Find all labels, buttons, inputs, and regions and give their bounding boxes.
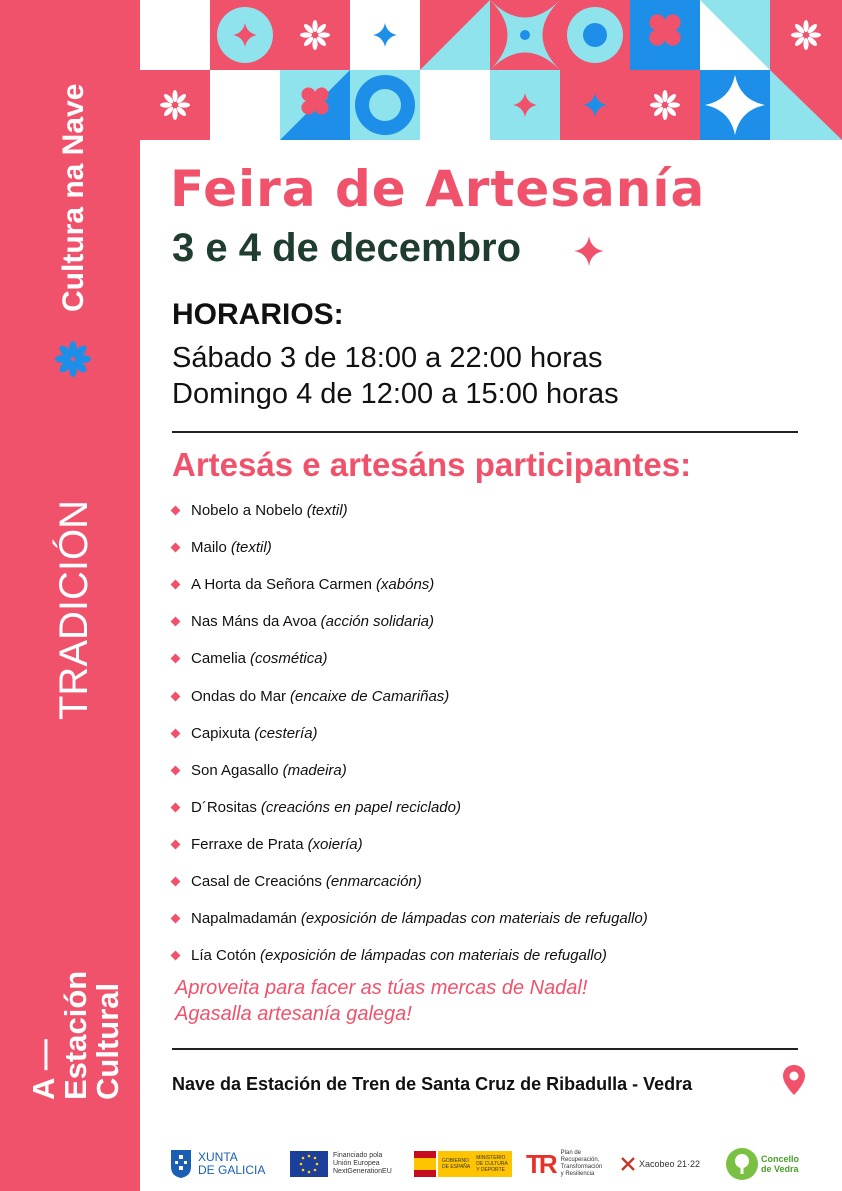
- asterisk-icon: [54, 340, 92, 378]
- participant-item: [172, 492, 648, 529]
- bullet-diamond-icon: [171, 728, 181, 738]
- eu-line-2: Unión Europea: [333, 1160, 380, 1167]
- participant-item: [172, 937, 648, 974]
- participant-category: (textil): [306, 502, 348, 520]
- participant-name: Casal de Creacións: [191, 872, 322, 890]
- concello-logo: [725, 1146, 799, 1182]
- bullet-diamond-icon: [171, 951, 181, 961]
- participant-name: Napalmadamán: [191, 910, 297, 928]
- schedule-line: Sábado 3 de 18:00 a 22:00 horas: [172, 342, 603, 374]
- participants-heading: Artesás e artesáns participantes:: [172, 446, 692, 483]
- participant-category: (encaixe de Camariñas): [290, 687, 450, 705]
- participant-item: [172, 900, 648, 937]
- participant-name: Nobelo a Nobelo: [191, 502, 303, 520]
- schedule-line: Domingo 4 de 12:00 a 15:00 horas: [172, 378, 619, 410]
- eu-line-1: Financiado pola: [333, 1152, 383, 1159]
- bullet-diamond-icon: [171, 914, 181, 924]
- participant-item: [172, 566, 648, 603]
- closing-line: Agasalla artesanía galega!: [175, 1003, 412, 1025]
- participants-list: [172, 492, 648, 974]
- bullet-diamond-icon: [171, 654, 181, 664]
- venue-address: Nave da Estación de Tren de Santa Cruz de Ribadulla - Vedra: [172, 1074, 693, 1094]
- participant-item: [172, 715, 648, 752]
- prtr-line-1: Plan de: [560, 1150, 582, 1156]
- participant-name: Mailo: [191, 539, 227, 557]
- prtr-line-2: Recuperación,: [560, 1157, 600, 1163]
- bullet-diamond-icon: [171, 802, 181, 812]
- sidebar: [0, 0, 140, 1191]
- eu-flag-icon: [290, 1151, 328, 1177]
- ministry-line-2: DE CULTURA: [476, 1161, 508, 1167]
- participant-item: [172, 677, 648, 714]
- schedule-heading: HORARIOS:: [172, 298, 344, 331]
- bullet-diamond-icon: [171, 543, 181, 553]
- participant-item: [172, 603, 648, 640]
- participant-category: (madeira): [282, 761, 347, 779]
- participant-name: Ondas do Mar: [191, 687, 287, 705]
- xunta-shield-icon: [170, 1149, 192, 1179]
- bullet-diamond-icon: [171, 617, 181, 627]
- participant-category: (exposición de lámpadas con materiais de refugallo): [260, 947, 607, 965]
- participant-item: [172, 752, 648, 789]
- xacobeo-logo: [620, 1146, 700, 1182]
- participant-category: (creacións en papel reciclado): [260, 798, 461, 816]
- gov-line-2: DE ESPAÑA: [442, 1164, 471, 1170]
- eu-line-3: NextGenerationEU: [333, 1168, 392, 1175]
- event-date: 3 e 4 de decembro: [172, 226, 522, 270]
- closing-line: Aproveita para facer as túas mercas de Nadal!: [175, 977, 588, 999]
- participant-name: Lía Cotón: [191, 947, 257, 965]
- event-title: Feira de Artesanía: [170, 160, 706, 218]
- participant-item: [172, 863, 648, 900]
- divider: [172, 431, 798, 433]
- recovery-plan-logo: [526, 1146, 602, 1182]
- participant-item: [172, 640, 648, 677]
- brand-line-3: Cultural: [90, 982, 125, 1100]
- brand-line-1: A —: [26, 1039, 61, 1100]
- participant-item: [172, 789, 648, 826]
- concello-line-2: de Vedra: [761, 1164, 799, 1174]
- bullet-diamond-icon: [171, 506, 181, 516]
- participant-name: Ferraxe de Prata: [191, 835, 304, 853]
- xunta-line-2: DE GALICIA: [198, 1163, 266, 1177]
- government-logo: [414, 1146, 512, 1182]
- prtr-mark: TR: [526, 1148, 555, 1179]
- participant-category: (exposición de lámpadas con materiais de refugallo): [300, 910, 648, 928]
- participant-item: [172, 826, 648, 863]
- xunta-line-1: XUNTA: [198, 1150, 238, 1164]
- participant-category: (xoiería): [307, 835, 363, 853]
- ministry-line-1: MINISTERIO: [476, 1155, 506, 1161]
- sponsor-logos: [170, 1146, 820, 1186]
- concello-line-1: Concello: [761, 1154, 800, 1164]
- participant-name: Camelia: [191, 650, 247, 668]
- bullet-diamond-icon: [171, 580, 181, 590]
- brand-logo: [28, 971, 124, 1100]
- xunta-logo: [170, 1146, 265, 1182]
- eu-logo: [290, 1146, 392, 1182]
- bullet-diamond-icon: [171, 839, 181, 849]
- xacobeo-shell-icon: [620, 1156, 636, 1172]
- participant-category: (xabóns): [375, 576, 435, 594]
- participant-category: (cestería): [254, 724, 318, 742]
- concello-emblem-icon: [725, 1147, 759, 1181]
- series-label: Cultura na Nave: [57, 83, 90, 312]
- decorative-banner: [140, 0, 842, 140]
- participant-category: (textil): [230, 539, 272, 557]
- participant-name: A Horta da Señora Carmen: [191, 576, 372, 594]
- participant-category: (cosmética): [250, 650, 328, 668]
- participant-name: Nas Máns da Avoa: [191, 613, 317, 631]
- sparkle-icon: [572, 234, 606, 268]
- participant-name: D´Rositas: [191, 798, 257, 816]
- spain-flag-icon: [414, 1151, 436, 1177]
- bullet-diamond-icon: [171, 691, 181, 701]
- category-label: TRADICIÓN: [52, 500, 96, 720]
- ministry-line-3: Y DEPORTE: [476, 1167, 505, 1173]
- brand-line-2: Estación: [58, 970, 93, 1100]
- participant-name: Son Agasallo: [191, 761, 279, 779]
- prtr-line-4: y Resiliencia: [560, 1171, 595, 1177]
- bullet-diamond-icon: [171, 765, 181, 775]
- xacobeo-text: Xacobeo 21·22: [639, 1159, 701, 1169]
- participant-item: [172, 529, 648, 566]
- participant-category: (acción solidaria): [320, 613, 435, 631]
- gov-line-1: GOBIERNO: [442, 1158, 469, 1164]
- participant-category: (enmarcación): [325, 872, 422, 890]
- prtr-line-3: Transformación: [560, 1164, 603, 1170]
- participant-name: Capixuta: [191, 724, 251, 742]
- divider: [172, 1048, 798, 1050]
- bullet-diamond-icon: [171, 877, 181, 887]
- location-pin-icon: [782, 1064, 806, 1096]
